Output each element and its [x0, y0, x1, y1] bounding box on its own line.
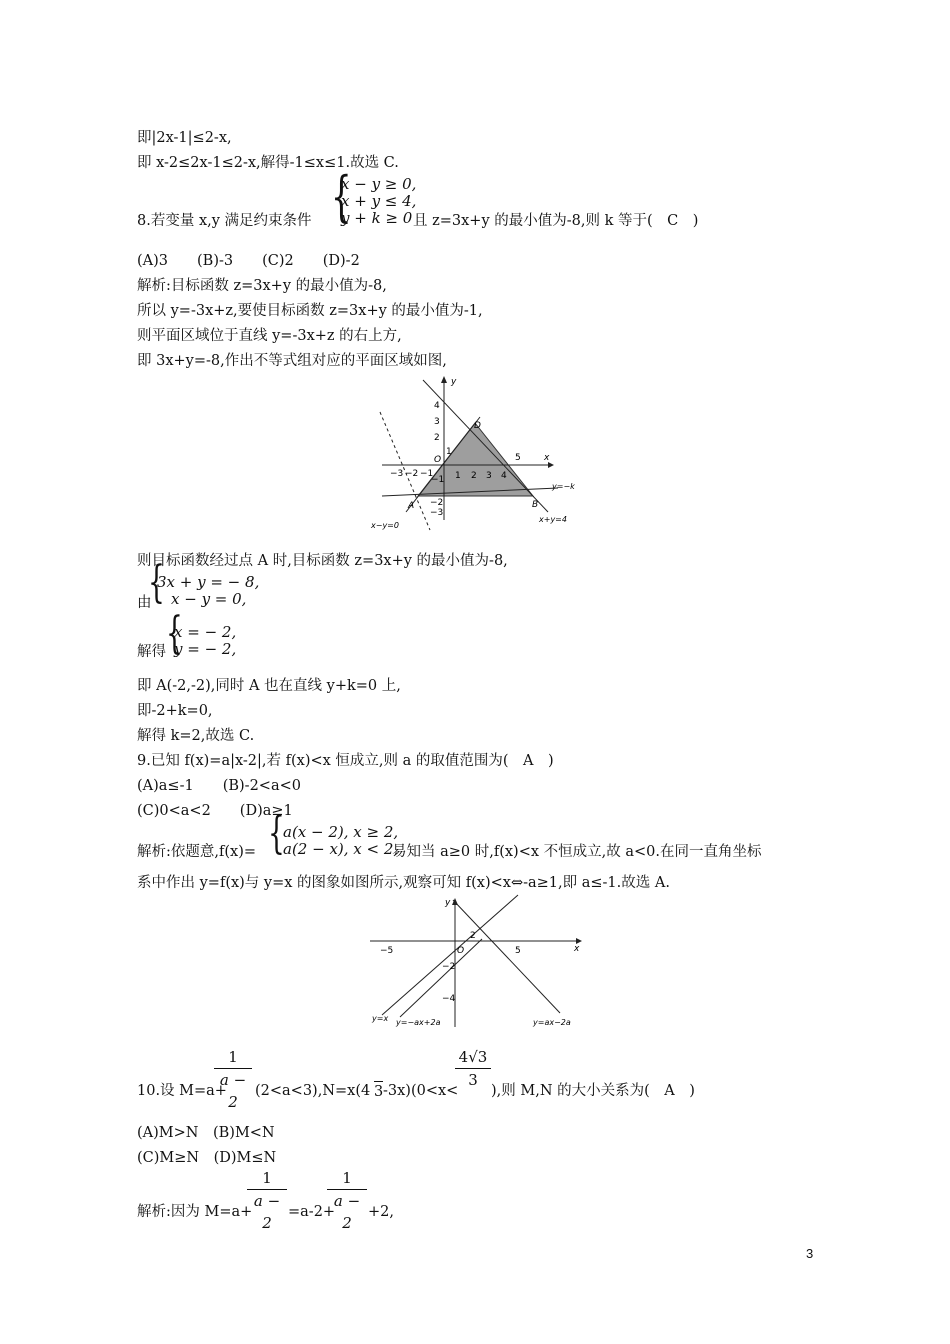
text-line: 解析:依题意,f(x)=: [137, 844, 257, 860]
question-10-options: (C)M≥N (D)M≤N: [137, 1150, 277, 1166]
y-axis-label: y: [451, 377, 457, 387]
tick-label: 5: [515, 946, 521, 956]
page-number: 3: [806, 1246, 814, 1261]
tick-label: 1: [455, 471, 461, 481]
brace: {: [166, 608, 183, 659]
text-line: 即-2+k=0,: [137, 703, 213, 719]
text-line: 则目标函数经过点 A 时,目标函数 z=3x+y 的最小值为-8,: [137, 553, 508, 569]
fraction: 1 a − 2: [327, 1167, 367, 1234]
text-line: 系中作出 y=f(x)与 y=x 的图象如图所示,观察可知 f(x)<x⇔-a≥1,即 a≤-1.故选 A.: [137, 875, 670, 891]
text-line: 解得: [137, 644, 166, 660]
text-line: ),则 M,N 的大小关系为( A ): [491, 1083, 695, 1099]
text-line: 即|2x-1|≤2-x,: [137, 130, 232, 146]
question-8-end: 且 z=3x+y 的最小值为-8,则 k 等于( C ): [413, 213, 699, 229]
tick-label: −4: [442, 994, 456, 1004]
line-label: y=−ax+2a: [396, 1018, 441, 1027]
fraction: 4√3 3: [455, 1046, 491, 1091]
x-axis-label: x: [544, 453, 550, 463]
tick-label: 3: [434, 417, 440, 427]
text-line: 则平面区域位于直线 y=-3x+z 的右上方,: [137, 328, 402, 344]
tick-label: 5: [515, 453, 521, 463]
feasible-region-graph: [368, 372, 588, 534]
text-line: 解得 k=2,故选 C.: [137, 728, 255, 744]
question-9-options: (C)0<a<2 (D)a≥1: [137, 803, 293, 819]
constraint-system: x − y ≥ 0, x + y ≤ 4, y + k ≥ 0: [341, 175, 417, 227]
text-line: 即 A(-2,-2),同时 A 也在直线 y+k=0 上,: [137, 678, 401, 694]
fraction: 1 a − 2: [247, 1167, 287, 1234]
line-label: y=−k: [552, 482, 575, 491]
tick-label: 4: [434, 401, 440, 411]
tick-label: 2: [434, 433, 440, 443]
piecewise-function: a(x − 2), x ≥ 2, a(2 − x), x < 2,: [283, 823, 399, 858]
line-ax-2a: [453, 900, 560, 1013]
tick-label: 3: [486, 471, 492, 481]
tick-label: −5: [380, 946, 394, 956]
point-label: B: [532, 500, 539, 510]
line-label: x+y=4: [539, 515, 567, 524]
y-axis-arrow: [441, 376, 447, 383]
text-line: 解析:因为 M=a+: [137, 1204, 253, 1220]
question-8-start: 8.若变量 x,y 满足约束条件: [137, 213, 312, 229]
point-label: A: [408, 501, 415, 511]
tick-label: −1: [420, 469, 434, 479]
function-graph: [366, 893, 588, 1031]
solution-system: x = − 2, y = − 2,: [174, 623, 237, 658]
text-line: -3x)(0<x<: [383, 1083, 459, 1099]
text-line: =a-2+: [288, 1204, 336, 1220]
text-line: 由: [137, 595, 152, 611]
brace: {: [331, 165, 352, 228]
y-axis-label: y: [445, 898, 451, 908]
line-label: y=ax−2a: [533, 1018, 571, 1027]
brace: {: [268, 808, 285, 859]
tick-label: −2: [442, 962, 456, 972]
tick-label: −3: [390, 469, 404, 479]
sqrt-radicand: 3: [374, 1081, 383, 1102]
tick-label: 2: [471, 471, 477, 481]
brace: {: [148, 557, 165, 608]
origin-label: O: [434, 455, 442, 465]
question-8-options: (A)3 (B)-3 (C)2 (D)-2: [137, 253, 360, 269]
point-label: D: [474, 421, 481, 431]
tick-label: −2: [405, 469, 419, 479]
tick-label: −2: [430, 498, 444, 508]
tick-label: 2: [470, 931, 476, 941]
text-line: 解析:目标函数 z=3x+y 的最小值为-8,: [137, 278, 387, 294]
x-axis-label: x: [574, 944, 580, 954]
text-line: +2,: [368, 1204, 394, 1220]
question-10-options: (A)M>N (B)M<N: [137, 1125, 275, 1141]
tick-label: 1: [446, 447, 452, 457]
line-label: y=x: [372, 1014, 389, 1023]
text-line: 所以 y=-3x+z,要使目标函数 z=3x+y 的最小值为-1,: [137, 303, 483, 319]
question-9: 9.已知 f(x)=a|x-2|,若 f(x)<x 恒成立,则 a 的取值范围为( A ): [137, 753, 554, 769]
text-line: 即 x-2≤2x-1≤2-x,解得-1≤x≤1.故选 C.: [137, 155, 399, 171]
text-line: (2<a<3),N=x(4: [255, 1083, 371, 1099]
tick-label: 4: [501, 471, 507, 481]
line-neg-ax-2a: [400, 939, 482, 1017]
question-9-options: (A)a≤-1 (B)-2<a<0: [137, 778, 301, 794]
origin-label: O: [457, 946, 465, 956]
line-label: x−y=0: [371, 521, 399, 530]
tick-label: −1: [431, 475, 445, 485]
question-10-start: 10.设 M=a+: [137, 1083, 227, 1099]
fraction: 1 a − 2: [214, 1046, 252, 1113]
tick-label: −3: [430, 508, 444, 518]
equation-system: 3x + y = − 8, x − y = 0,: [157, 573, 260, 608]
text-line: 易知当 a≥0 时,f(x)<x 不恒成立,故 a<0.在同一直角坐标: [392, 844, 762, 860]
text-line: 即 3x+y=-8,作出不等式组对应的平面区域如图,: [137, 353, 447, 369]
